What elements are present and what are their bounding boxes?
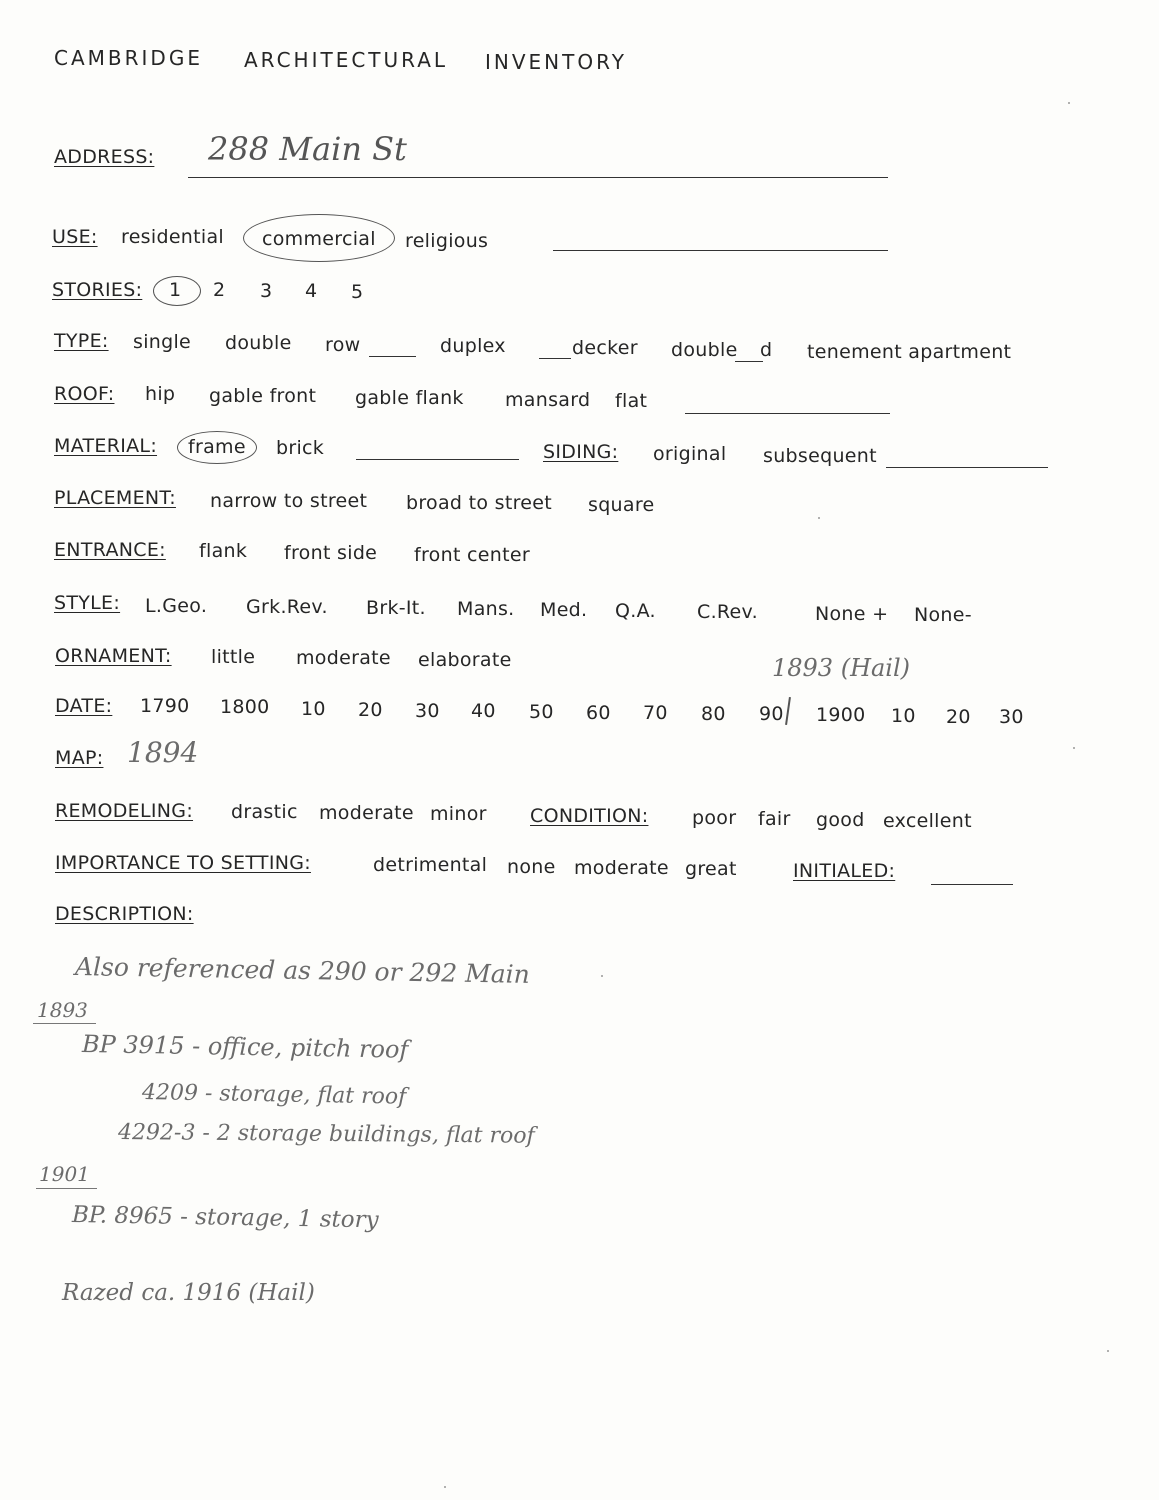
initialed-line xyxy=(931,884,1013,885)
map-label: MAP: xyxy=(55,747,104,769)
date-option-1830[interactable]: 30 xyxy=(415,700,440,722)
placement-option-square[interactable]: square xyxy=(588,494,655,516)
date-option-1820[interactable]: 20 xyxy=(358,699,383,721)
placement-option-narrow[interactable]: narrow to street xyxy=(210,490,368,512)
stories-option-3[interactable]: 3 xyxy=(260,280,273,302)
description-year-1901: 1901 xyxy=(39,1162,90,1186)
description-line-4: 4209 - storage, flat roof xyxy=(141,1080,407,1110)
description-line-7: BP. 8965 - storage, 1 story xyxy=(71,1202,379,1234)
roof-option-hip[interactable]: hip xyxy=(145,383,176,405)
date-option-1840[interactable]: 40 xyxy=(471,700,496,722)
type-option-row[interactable]: row xyxy=(325,334,361,356)
stories-option-2[interactable]: 2 xyxy=(213,279,226,301)
description-line-1: Also referenced as 290 or 292 Main xyxy=(74,952,531,989)
initialed-label: INITIALED: xyxy=(793,860,896,882)
description-year-1893: 1893 xyxy=(37,998,88,1022)
siding-label: SIDING: xyxy=(543,441,619,463)
entrance-option-front-side[interactable]: front side xyxy=(284,542,378,564)
date-option-1890[interactable]: 90 xyxy=(759,703,784,725)
date-label: DATE: xyxy=(55,695,113,717)
stories-label: STORIES: xyxy=(52,279,143,301)
address-value[interactable]: 288 Main St xyxy=(208,130,407,168)
condition-label: CONDITION: xyxy=(530,805,649,827)
type-row-line xyxy=(369,356,416,357)
entrance-label: ENTRANCE: xyxy=(54,539,166,561)
remodeling-option-drastic[interactable]: drastic xyxy=(231,801,298,823)
address-line xyxy=(188,177,888,178)
roof-label: ROOF: xyxy=(54,383,115,405)
type-option-d[interactable]: d xyxy=(760,339,773,361)
ornament-label: ORNAMENT: xyxy=(55,645,172,667)
entrance-option-flank[interactable]: flank xyxy=(199,540,248,562)
material-option-frame[interactable]: frame xyxy=(188,436,246,458)
roof-other-line xyxy=(685,413,890,414)
date-option-1920[interactable]: 20 xyxy=(946,706,971,728)
material-option-brick[interactable]: brick xyxy=(276,437,325,459)
address-label: ADDRESS: xyxy=(54,146,155,168)
style-option-crev[interactable]: C.Rev. xyxy=(697,601,758,623)
roof-option-mansard[interactable]: mansard xyxy=(505,389,591,411)
date-option-1910[interactable]: 10 xyxy=(891,705,916,727)
type-option-double-d[interactable]: double xyxy=(671,339,738,361)
roof-option-gable-front[interactable]: gable front xyxy=(209,385,317,407)
placement-label: PLACEMENT: xyxy=(54,487,176,509)
type-label: TYPE: xyxy=(54,330,109,352)
type-option-duplex[interactable]: duplex xyxy=(440,335,506,357)
date-note: 1893 (Hail) xyxy=(772,654,911,682)
use-label: USE: xyxy=(52,226,98,248)
ornament-option-elaborate[interactable]: elaborate xyxy=(418,649,512,671)
condition-option-fair[interactable]: fair xyxy=(758,808,791,830)
type-option-single[interactable]: single xyxy=(133,331,192,353)
date-option-1790[interactable]: 1790 xyxy=(140,695,190,717)
date-option-1870[interactable]: 70 xyxy=(643,702,668,724)
use-option-residential[interactable]: residential xyxy=(121,226,225,248)
style-option-med[interactable]: Med. xyxy=(540,599,588,621)
style-option-grkrev[interactable]: Grk.Rev. xyxy=(246,596,328,618)
date-option-1800[interactable]: 1800 xyxy=(220,696,270,718)
form-title-word-3: INVENTORY xyxy=(485,50,627,74)
type-option-tenement-apartment[interactable]: tenement apartment xyxy=(807,341,1012,363)
scan-speck xyxy=(1073,747,1075,749)
scan-speck xyxy=(818,517,820,519)
scan-speck xyxy=(1068,102,1070,104)
form-title-word-1: CAMBRIDGE xyxy=(54,46,203,70)
map-value[interactable]: 1894 xyxy=(127,736,199,769)
style-option-none-plus[interactable]: None + xyxy=(815,603,889,625)
roof-option-flat[interactable]: flat xyxy=(615,390,648,412)
form-title-word-2: ARCHITECTURAL xyxy=(244,48,449,72)
stories-option-5[interactable]: 5 xyxy=(351,281,364,303)
use-option-religious[interactable]: religious xyxy=(405,230,489,252)
condition-option-good[interactable]: good xyxy=(816,809,865,831)
type-option-double[interactable]: double xyxy=(225,332,292,354)
scan-speck xyxy=(1107,1350,1109,1352)
roof-option-gable-flank[interactable]: gable flank xyxy=(355,387,464,409)
siding-other-line xyxy=(886,467,1048,468)
ornament-option-moderate[interactable]: moderate xyxy=(296,647,391,669)
date-option-1880[interactable]: 80 xyxy=(701,703,726,725)
style-label: STYLE: xyxy=(54,592,121,614)
siding-option-subsequent[interactable]: subsequent xyxy=(763,445,877,467)
description-year-1901-underline xyxy=(36,1188,97,1189)
importance-option-none[interactable]: none xyxy=(507,856,556,878)
description-line-5: 4292-3 - 2 storage buildings, flat roof xyxy=(117,1120,535,1149)
use-option-commercial[interactable]: commercial xyxy=(262,228,376,250)
importance-option-great[interactable]: great xyxy=(685,858,737,880)
scan-speck xyxy=(601,975,603,977)
style-option-qa[interactable]: Q.A. xyxy=(615,600,656,622)
use-other-line xyxy=(553,250,888,251)
date-option-1850[interactable]: 50 xyxy=(529,701,554,723)
siding-option-original[interactable]: original xyxy=(653,443,727,465)
condition-option-excellent[interactable]: excellent xyxy=(883,810,972,832)
date-option-1900[interactable]: 1900 xyxy=(816,704,866,726)
style-option-none-minus[interactable]: None- xyxy=(914,604,972,626)
style-option-brkit[interactable]: Brk-It. xyxy=(366,597,426,619)
date-tick-mark xyxy=(785,697,790,725)
date-option-1860[interactable]: 60 xyxy=(586,702,611,724)
scan-speck xyxy=(444,1486,446,1488)
placement-option-broad[interactable]: broad to street xyxy=(406,492,553,514)
remodeling-option-minor[interactable]: minor xyxy=(430,803,487,825)
description-year-1893-underline xyxy=(33,1023,96,1024)
type-decker-line xyxy=(539,358,571,359)
description-line-8: Razed ca. 1916 (Hail) xyxy=(62,1280,315,1306)
description-label: DESCRIPTION: xyxy=(55,903,194,925)
importance-option-moderate[interactable]: moderate xyxy=(574,857,669,879)
style-option-lgeo[interactable]: L.Geo. xyxy=(145,595,208,617)
style-option-mans[interactable]: Mans. xyxy=(457,598,515,620)
material-label: MATERIAL: xyxy=(54,435,158,457)
remodeling-label: REMODELING: xyxy=(55,800,194,822)
importance-label: IMPORTANCE TO SETTING: xyxy=(55,852,311,874)
entrance-option-front-center[interactable]: front center xyxy=(414,544,530,566)
date-option-1930[interactable]: 30 xyxy=(999,706,1024,728)
date-option-1810[interactable]: 10 xyxy=(301,698,326,720)
type-option-decker[interactable]: decker xyxy=(572,337,638,359)
importance-option-detrimental[interactable]: detrimental xyxy=(373,854,488,876)
remodeling-option-moderate[interactable]: moderate xyxy=(319,802,414,824)
stories-option-4[interactable]: 4 xyxy=(305,280,318,302)
condition-option-poor[interactable]: poor xyxy=(692,807,737,829)
material-other-line xyxy=(356,459,519,460)
type-double-d-line xyxy=(735,361,763,362)
stories-option-1[interactable]: 1 xyxy=(169,279,182,301)
ornament-option-little[interactable]: little xyxy=(211,646,256,668)
description-line-3: BP 3915 - office, pitch roof xyxy=(81,1030,409,1064)
